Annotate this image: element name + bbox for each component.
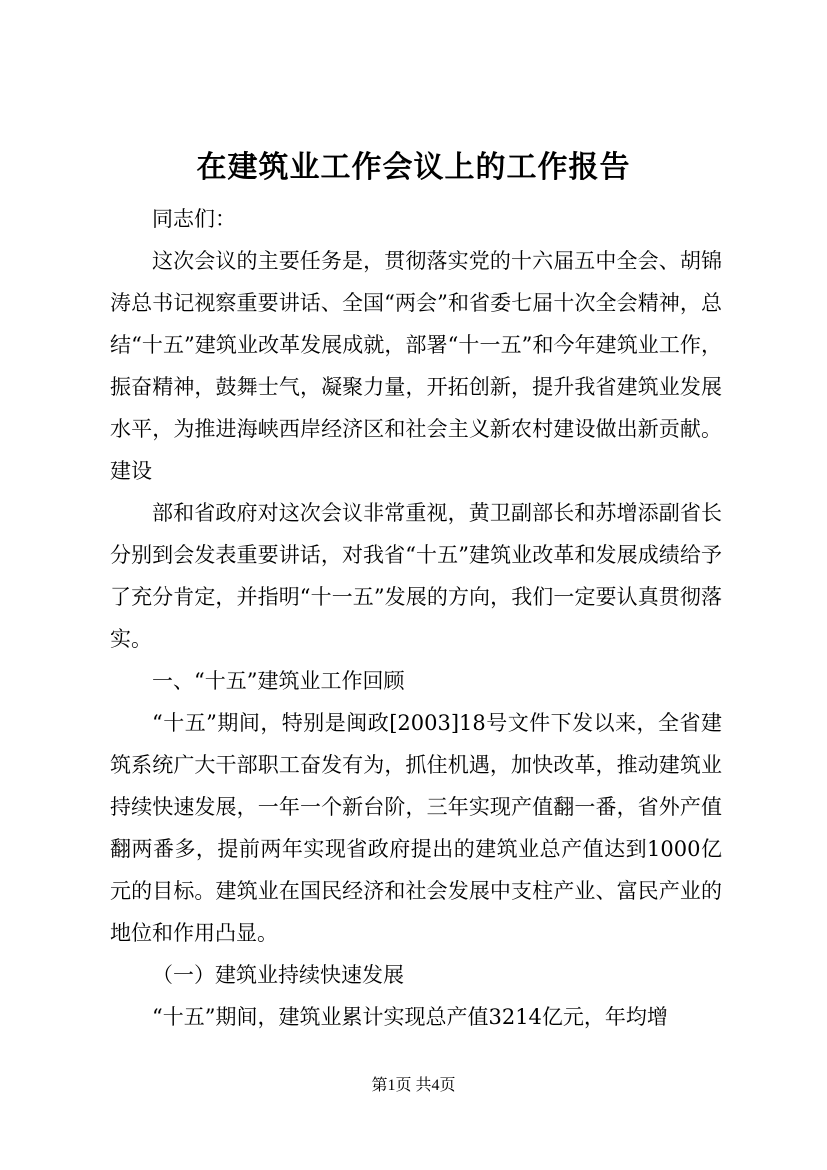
paragraph: 部和省政府对这次会议非常重视，黄卫副部长和苏增添副省长分别到会发表重要讲话，对我省“十五”建筑业改革和发展成绩给予了充分肯定，并指明“十一五”发展的方向，我们一定要认真贯彻落实。 <box>110 501 722 651</box>
subsection-heading: （一）建筑业持续快速发展 <box>152 963 404 987</box>
page-footer <box>0 1076 827 1096</box>
paragraph: 这次会议的主要任务是，贯彻落实党的十六届五中全会、胡锦涛总书记视察重要讲话、全国“两会”和省委七届十次全会精神，总结“十五”建筑业改革发展成就，部署“十一五”和今年建筑业工作，振奋精神，鼓舞士气，凝聚力量，开拓创新，提升我省建筑业发展水平，为推进海峡西岸经济区和社会主义新农村建设做出新贡献。建设 <box>110 249 722 483</box>
salutation: 同志们： <box>152 207 236 231</box>
section-heading: 一、“十五”建筑业工作回顾 <box>152 669 405 693</box>
paragraph: “十五”期间，建筑业累计实现总产值3214亿元，年均增 <box>152 1005 668 1029</box>
document-title: 在建筑业工作会议上的工作报告 <box>196 150 631 185</box>
page-indicator: 第1页 共4页 <box>371 1077 456 1094</box>
document-body <box>110 198 722 1038</box>
paragraph: “十五”期间，特别是闽政[2003]18号文件下发以来，全省建筑系统广大干部职工奋发有为，抓住机遇，加快改革，推动建筑业持续快速发展，一年一个新台阶，三年实现产值翻一番，省外产值翻两番多，提前两年实现省政府提出的建筑业总产值达到1000亿元的目标。建筑业在国民经济和社会发展中支柱产业、富民产业的地位和作用凸显。 <box>110 711 722 945</box>
